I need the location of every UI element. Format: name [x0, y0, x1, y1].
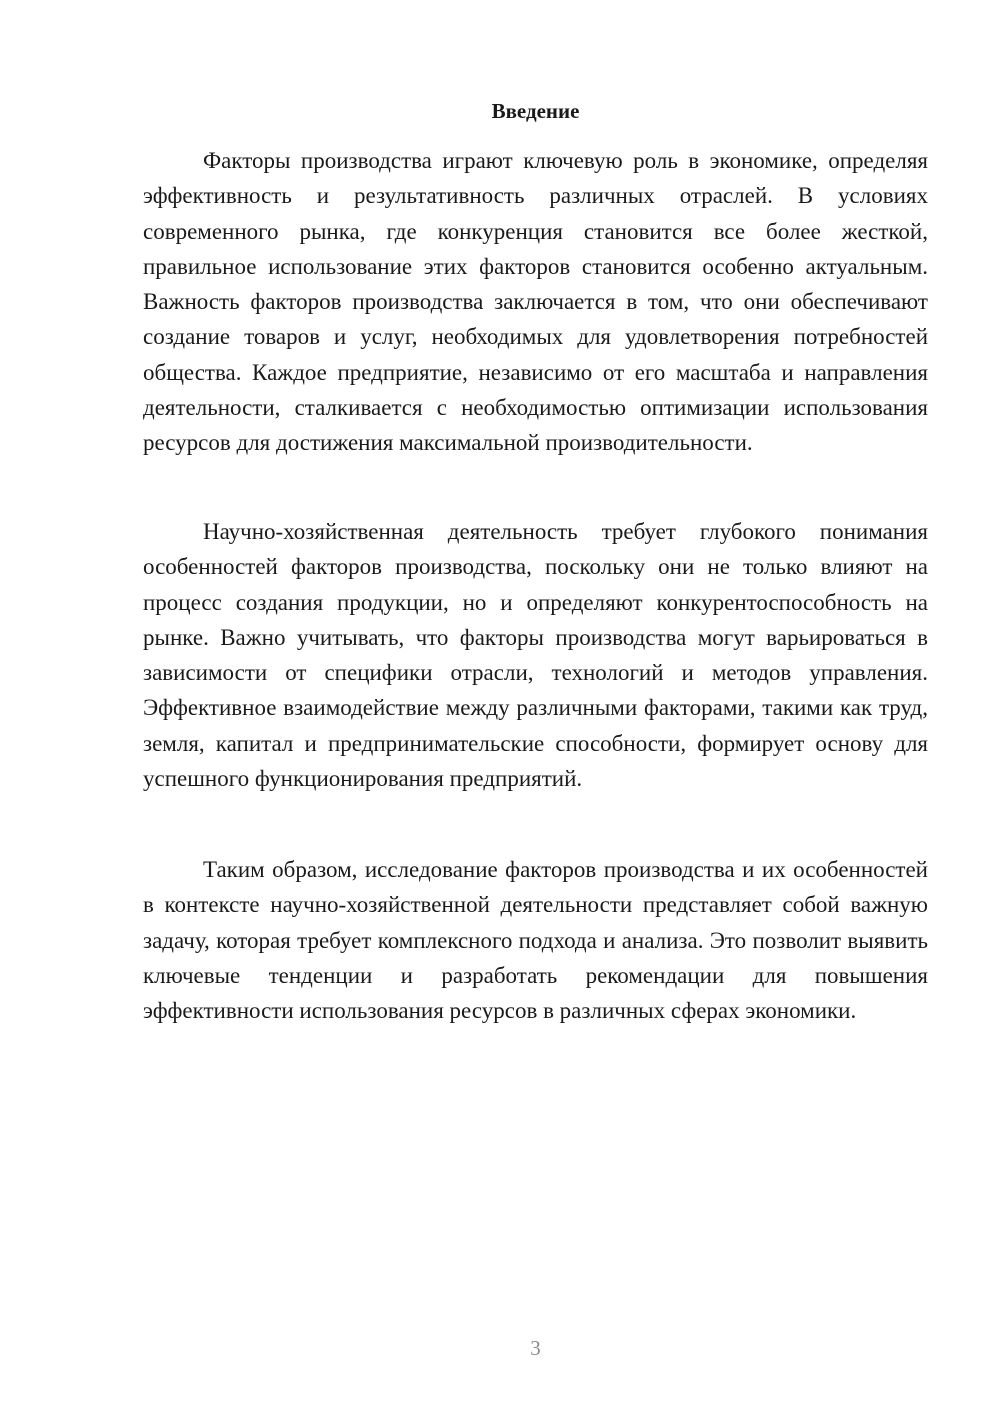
- paragraph-3: Таким образом, исследование факторов производства и их особенностей в контексте научно-хозяйственной деятельности представляет собой важную задачу, которая требует комплексного подхода и анализа. Это позволит выявить ключевые тенденции и разработать рекомендации для повышения эффективности использования ресурсов в различных сферах экономики.: [143, 857, 928, 1024]
- page-number: 3: [530, 1336, 541, 1360]
- paragraph-2: Научно-хозяйственная деятельность требует глубокого понимания особенностей факторов производства, поскольку они не только влияют на процесс создания продукции, но и определяют конкурентоспособность на рынке. Важно учитывать, что факторы производства могут варьироваться в зависимости от специфики отрасли, технологий и методов управления. Эффективное взаимодействие между различными факторами, такими как труд, земля, капитал и предпринимательские способности, формирует основу для успешного функционирования предприятий.: [143, 519, 928, 792]
- paragraph-1: Факторы производства играют ключевую роль в экономике, определяя эффективность и результативность различных отраслей. В условиях современного рынка, где конкуренция становится все более жесткой, правильное использование этих факторов становится особенно актуальным. Важность факторов производства заключается в том, что они обеспечивают создание товаров и услуг, необходимых для удовлетворения потребностей общества. Каждое предприятие, независимо от его масштаба и направления деятельности, сталкивается с необходимостью оптимизации использования ресурсов для достижения максимальной производительности.: [143, 148, 928, 456]
- section-heading: Введение: [491, 99, 580, 123]
